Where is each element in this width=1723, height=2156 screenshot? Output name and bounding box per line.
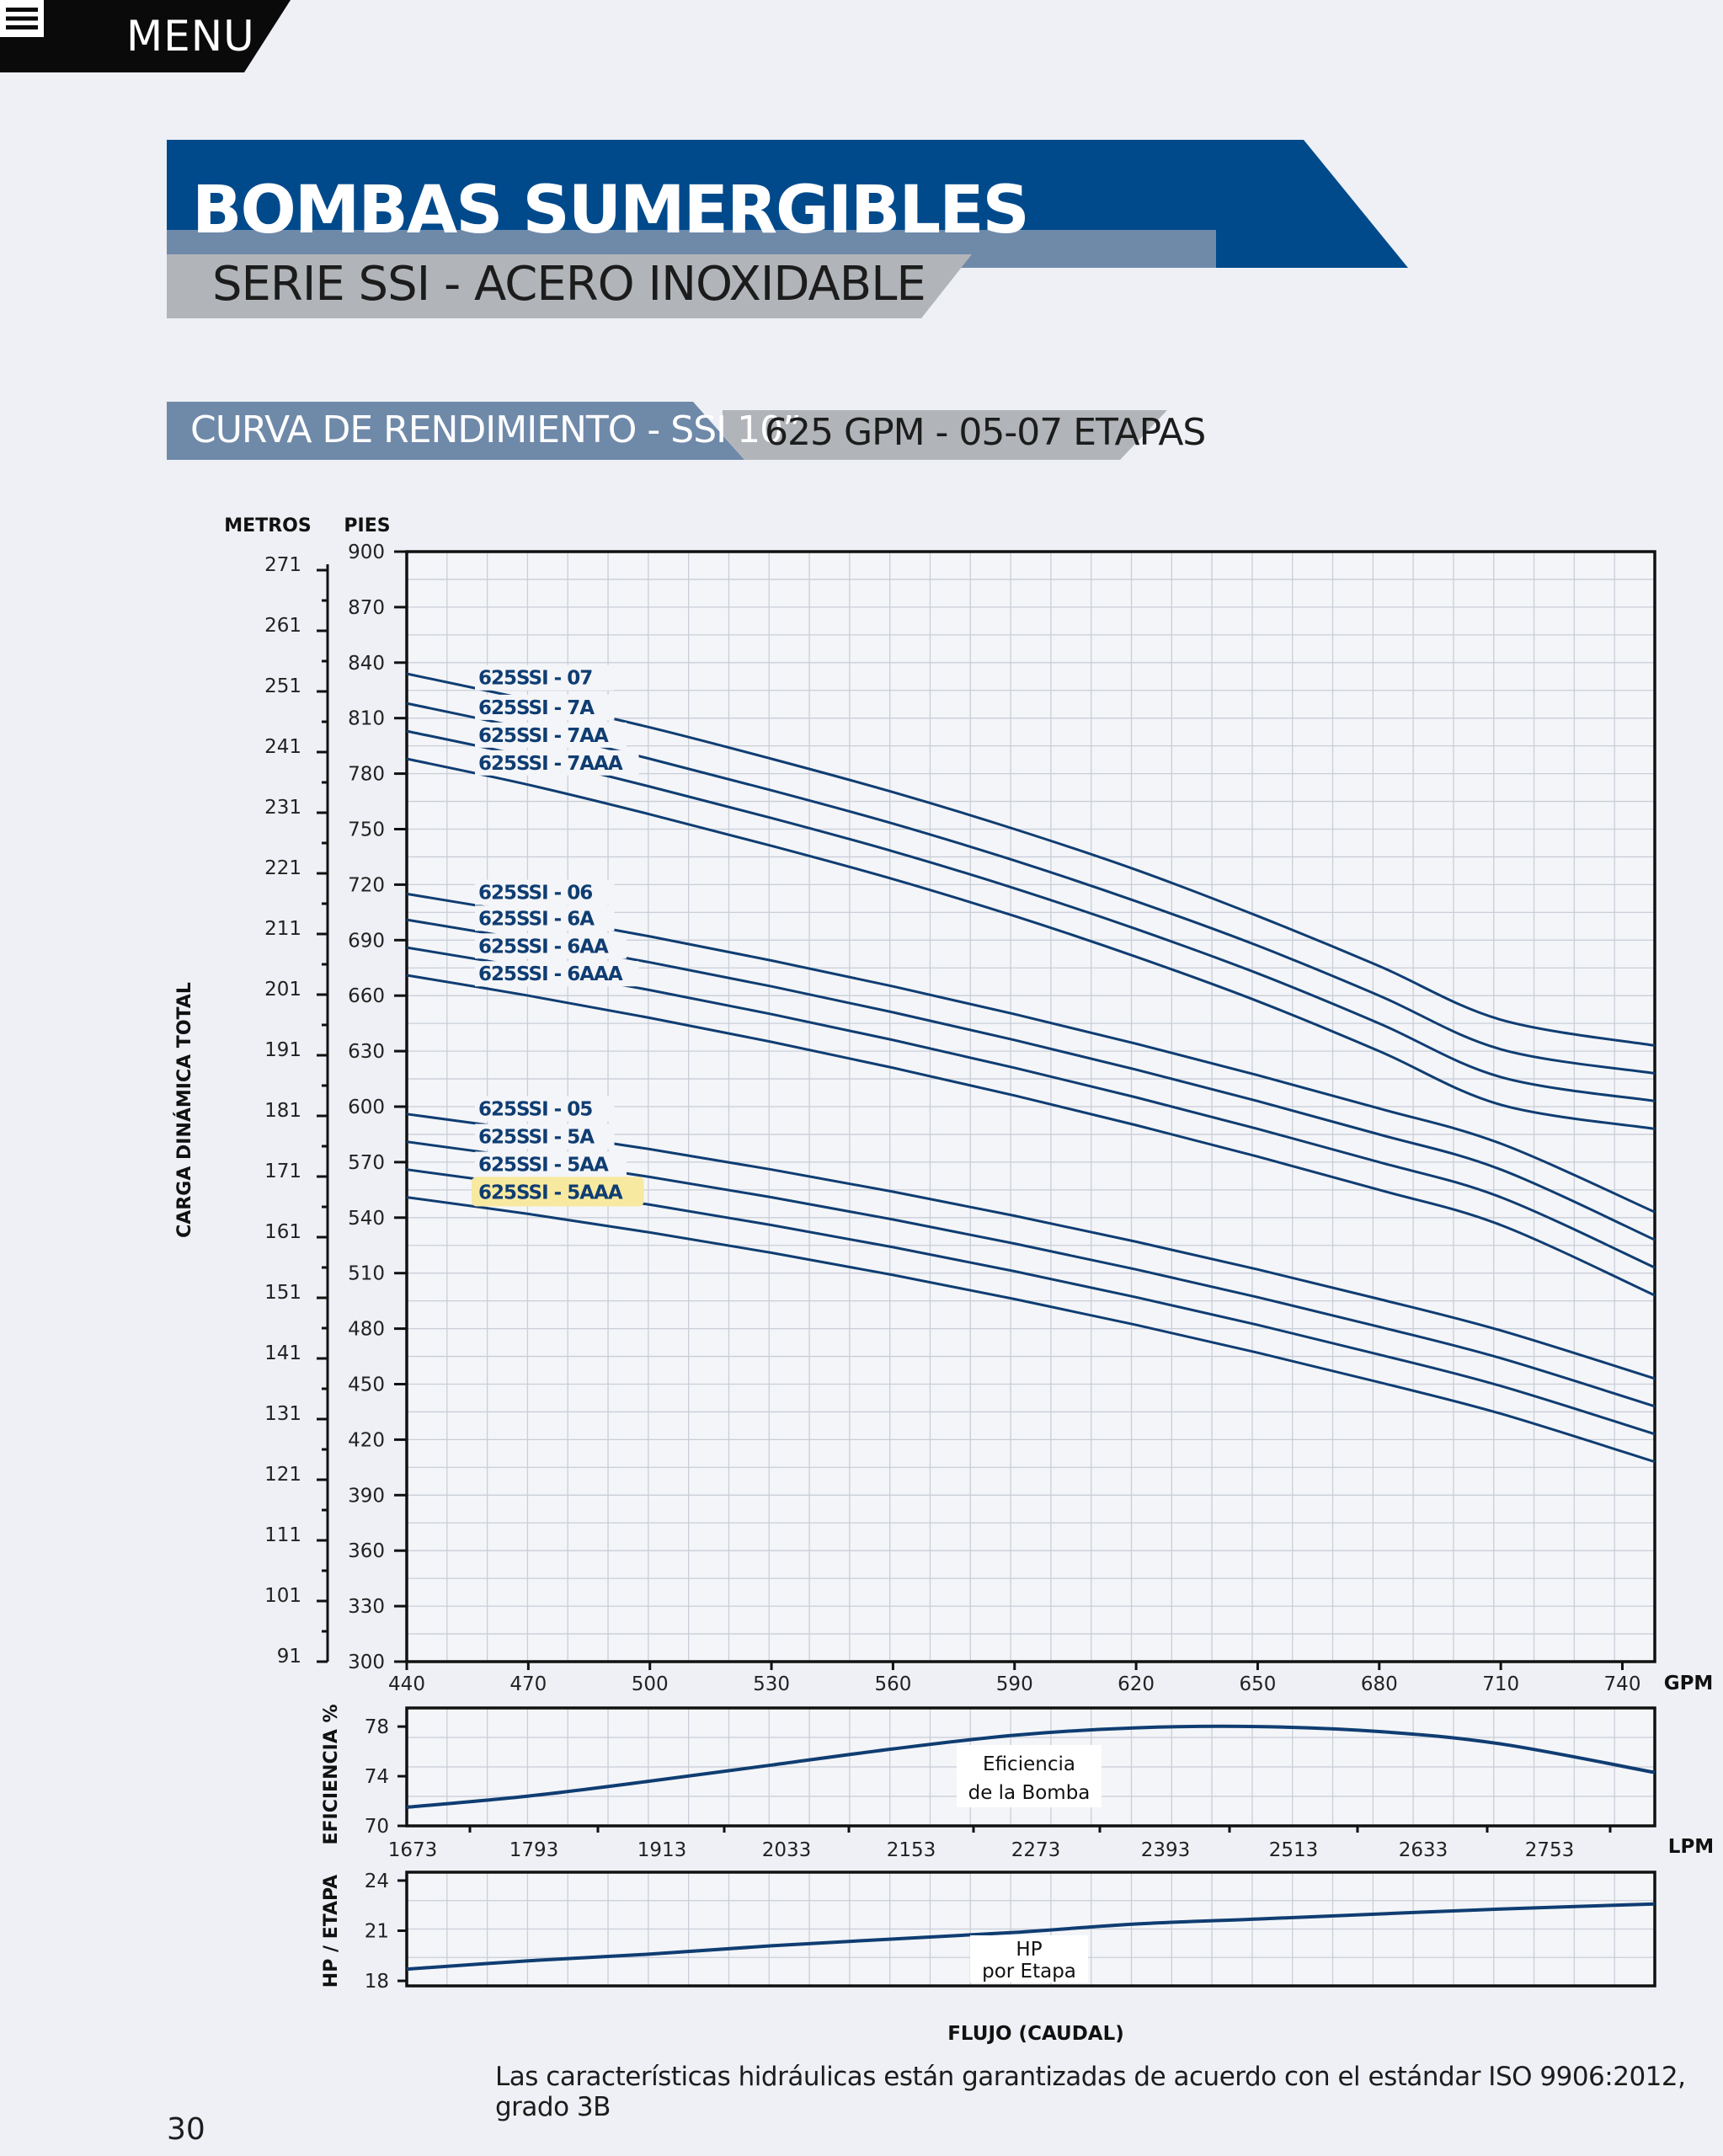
y-tick-label-meters: 271 xyxy=(264,554,301,576)
curve-subtitle: 625 GPM - 05-07 ETAPAS xyxy=(765,411,1206,454)
y-tick-label-feet: 780 xyxy=(348,763,385,786)
lpm-unit-label: LPM xyxy=(1667,1836,1715,1858)
x-tick-label-gpm: 740 xyxy=(1603,1673,1641,1695)
y-tick-label-feet: 690 xyxy=(348,930,385,953)
y-tick-label-feet: 360 xyxy=(348,1540,385,1563)
y-tick-label-feet: 600 xyxy=(348,1097,385,1118)
y-tick-label-meters: 251 xyxy=(264,675,301,697)
x-tick-label-lpm: 2513 xyxy=(1268,1839,1319,1861)
meters-unit-label: METROS xyxy=(224,515,312,536)
curve-label: 625SSI - 6AA xyxy=(478,936,608,958)
y-tick-label-meters: 91 xyxy=(276,1646,301,1668)
hp-annotation-line1: HP xyxy=(1016,1939,1043,1961)
hp-annotation-line2: por Etapa xyxy=(982,1961,1076,1983)
y-tick-label-meters: 171 xyxy=(264,1161,301,1182)
y-tick-label-feet: 300 xyxy=(348,1652,385,1673)
y-tick-label-meters: 131 xyxy=(264,1403,301,1425)
x-tick-label-lpm: 1913 xyxy=(637,1839,687,1861)
y-tick-label-meters: 211 xyxy=(264,918,301,940)
y-tick-label-meters: 231 xyxy=(264,797,301,819)
y-tick-label-feet: 660 xyxy=(348,985,385,1008)
curve-label: 625SSI - 5A xyxy=(478,1126,595,1149)
x-tick-label-gpm: 590 xyxy=(995,1673,1033,1695)
page-title: BOMBAS SUMERGIBLES xyxy=(192,173,1028,248)
x-tick-label-gpm: 530 xyxy=(753,1673,791,1695)
x-tick-label-lpm: 2153 xyxy=(886,1839,936,1861)
curve-label: 625SSI - 07 xyxy=(478,667,593,690)
x-tick-label-gpm: 620 xyxy=(1118,1673,1155,1695)
y-tick-label-meters: 191 xyxy=(264,1039,301,1061)
y-tick-label-feet: 510 xyxy=(348,1262,385,1285)
menu-label: MENU xyxy=(126,12,255,61)
efficiency-annotation-line2: de la Bomba xyxy=(968,1782,1091,1804)
gpm-unit-label: GPM xyxy=(1663,1673,1714,1694)
x-tick-label-lpm: 1793 xyxy=(509,1839,559,1861)
curve-label: 625SSI - 5AA xyxy=(478,1154,608,1177)
efficiency-tick-label: 74 xyxy=(364,1766,389,1789)
curve-title: CURVA DE RENDIMIENTO - SSI 10” xyxy=(190,408,801,451)
y-tick-label-feet: 900 xyxy=(348,542,385,563)
x-tick-label-lpm: 2633 xyxy=(1398,1839,1448,1861)
x-tick-label-gpm: 440 xyxy=(388,1673,425,1695)
curve-label: 625SSI - 05 xyxy=(478,1098,593,1121)
x-tick-label-gpm: 680 xyxy=(1360,1673,1398,1695)
efficiency-tick-label: 70 xyxy=(364,1816,389,1838)
x-tick-label-gpm: 560 xyxy=(874,1673,912,1695)
x-axis-title: FLUJO (CAUDAL) xyxy=(947,2023,1124,2045)
y-tick-label-feet: 540 xyxy=(348,1207,385,1230)
y-tick-label-meters: 141 xyxy=(264,1342,301,1364)
y-tick-label-meters: 151 xyxy=(264,1282,301,1304)
hp-axis-title: HP / ETAPA xyxy=(321,1874,342,1988)
x-tick-label-gpm: 470 xyxy=(509,1673,547,1695)
y-tick-label-meters: 161 xyxy=(264,1221,301,1243)
curve-label: 625SSI - 06 xyxy=(478,882,593,905)
y-tick-label-feet: 450 xyxy=(348,1374,385,1396)
x-tick-label-lpm: 2273 xyxy=(1011,1839,1061,1861)
feet-unit-label: PIES xyxy=(344,515,391,536)
x-tick-label-lpm: 2753 xyxy=(1524,1839,1575,1861)
y-tick-label-feet: 570 xyxy=(348,1151,385,1174)
y-tick-label-meters: 111 xyxy=(264,1524,301,1546)
x-tick-label-lpm: 2033 xyxy=(761,1839,812,1861)
x-tick-label-lpm: 2393 xyxy=(1140,1839,1191,1861)
y-tick-label-meters: 101 xyxy=(264,1585,301,1607)
efficiency-annotation-line1: Eficiencia xyxy=(983,1753,1075,1775)
y-tick-label-meters: 241 xyxy=(264,736,301,758)
y-tick-label-meters: 121 xyxy=(264,1464,301,1486)
y-tick-label-feet: 840 xyxy=(348,652,385,675)
y-tick-label-feet: 480 xyxy=(348,1318,385,1341)
x-tick-label-gpm: 650 xyxy=(1239,1673,1277,1695)
y-tick-label-feet: 330 xyxy=(348,1596,385,1619)
x-tick-label-gpm: 710 xyxy=(1482,1673,1520,1695)
y-tick-label-meters: 261 xyxy=(264,615,301,637)
efficiency-axis-title: EFICIENCIA % xyxy=(321,1704,342,1845)
curve-label: 625SSI - 7AA xyxy=(478,724,608,747)
hp-tick-label: 18 xyxy=(364,1971,389,1993)
y-tick-label-feet: 810 xyxy=(348,707,385,730)
hp-tick-label: 21 xyxy=(364,1920,389,1943)
y-tick-label-feet: 750 xyxy=(348,819,385,841)
efficiency-tick-label: 78 xyxy=(364,1716,389,1739)
y-tick-label-meters: 221 xyxy=(264,857,301,879)
hp-tick-label: 24 xyxy=(364,1870,389,1892)
y-tick-label-feet: 720 xyxy=(348,874,385,897)
curve-label: 625SSI - 6A xyxy=(478,908,595,931)
y-tick-label-meters: 201 xyxy=(264,979,301,1001)
y-tick-label-feet: 630 xyxy=(348,1041,385,1064)
x-tick-label-gpm: 500 xyxy=(631,1673,669,1695)
y-tick-label-feet: 870 xyxy=(348,596,385,619)
curve-label: 625SSI - 7A xyxy=(478,696,595,719)
curve-label: 625SSI - 6AAA xyxy=(478,963,622,986)
y-tick-label-feet: 420 xyxy=(348,1429,385,1452)
curve-label: 625SSI - 7AAA xyxy=(478,752,622,775)
page-subtitle: SERIE SSI - ACERO INOXIDABLE xyxy=(212,257,926,312)
x-tick-label-lpm: 1673 xyxy=(387,1839,438,1861)
page-number: 30 xyxy=(167,2112,205,2147)
y-tick-label-meters: 181 xyxy=(264,1100,301,1122)
y-axis-title: CARGA DINÁMICA TOTAL xyxy=(174,982,195,1238)
curve-label: 625SSI - 5AAA xyxy=(478,1182,622,1204)
y-tick-label-feet: 390 xyxy=(348,1485,385,1508)
standard-footnote: Las características hidráulicas están garantizadas de acuerdo con el estándar ISO 9906:2012, grado 3B xyxy=(495,2062,1686,2122)
